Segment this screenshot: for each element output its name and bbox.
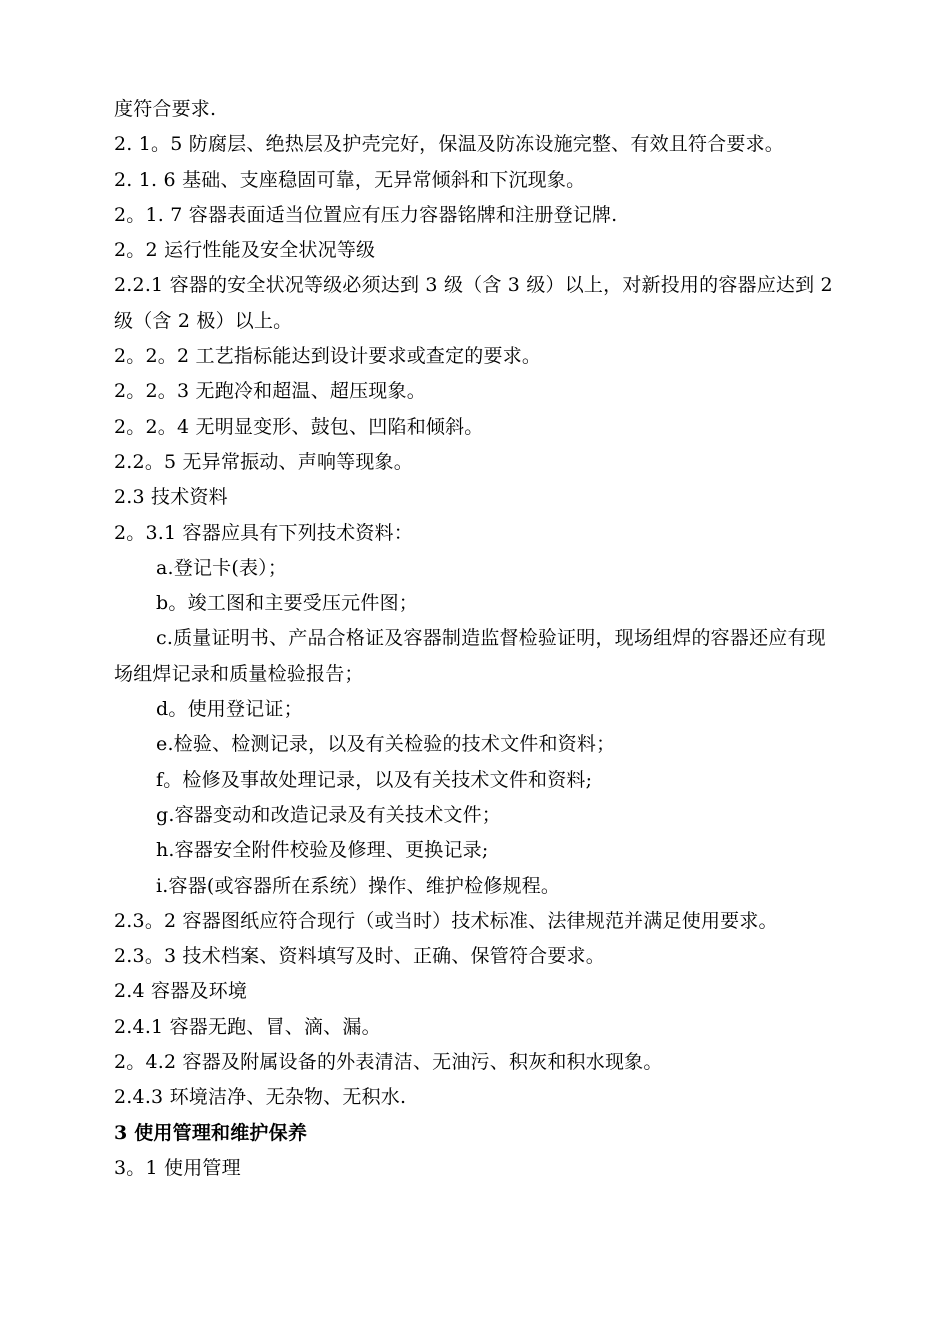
paragraph-2-4-1: 2.4.1 容器无跑、冒、滴、漏。 [114, 1015, 381, 1038]
paragraph-2-1-6: 2. 1. 6 基础、支座稳固可靠，无异常倾斜和下沉现象。 [114, 168, 586, 191]
paragraph-2-3-3: 2.3。3 技术档案、资料填写及时、正确、保管符合要求。 [114, 945, 605, 968]
list-item-a: a.登记卡(表）； [156, 556, 288, 579]
document-body [114, 92, 840, 1186]
paragraph-2-2-3: 2。2。3 无跑冷和超温、超压现象。 [114, 380, 426, 403]
list-item-h: h.容器安全附件校验及修理、更换记录; [156, 839, 489, 862]
chapter-heading-3: 3 使用管理和维护保养 [114, 1121, 308, 1144]
section-heading-2-3: 2.3 技术资料 [114, 486, 228, 509]
paragraph-2-2-1: 2.2.1 容器的安全状况等级必须达到 3 级（含 3 级）以上，对新投用的容器应达到 2 级（含 2 极）以上。 [114, 274, 833, 332]
list-item-c [114, 621, 840, 692]
paragraph-2-3-2: 2.3。2 容器图纸应符合现行（或当时）技术标准、法律规范并满足使用要求。 [114, 909, 778, 932]
paragraph-line: 度符合要求. [114, 98, 217, 120]
paragraph-2-2-2: 2。2。2 工艺指标能达到设计要求或查定的要求。 [114, 345, 542, 368]
list-item-f: f。检修及事故处理记录，以及有关技术文件和资料; [156, 768, 593, 791]
paragraph-2-4-2: 2。4.2 容器及附属设备的外表清洁、无油污、积灰和积水现象。 [114, 1051, 663, 1074]
section-heading-2-4: 2.4 容器及环境 [114, 980, 248, 1003]
paragraph-2-2-5: 2.2。5 无异常振动、声响等现象。 [114, 450, 413, 473]
list-item-i: i.容器(或容器所在系统）操作、维护检修规程。 [156, 874, 561, 897]
paragraph-2-4-3: 2.4.3 环境洁净、无杂物、无积水. [114, 1086, 407, 1109]
section-heading-2-2: 2。2 运行性能及安全状况等级 [114, 239, 376, 262]
paragraph-2-1-5: 2. 1。5 防腐层、绝热层及护壳完好，保温及防冻设施完整、有效且符合要求。 [114, 133, 784, 156]
list-item-c-text: c.质量证明书、产品合格证及容器制造监督检验证明，现场组焊的容器还应有现场组焊记录和质量检验报告； [114, 627, 826, 685]
paragraph-2-3-1: 2。3.1 容器应具有下列技术资料： [114, 521, 413, 544]
list-item-g: g.容器变动和改造记录及有关技术文件； [156, 803, 502, 826]
list-item-d: d。使用登记证； [156, 698, 303, 721]
list-item-b: b。竣工图和主要受压元件图； [156, 592, 418, 615]
paragraph-2-1-7: 2。1. 7 容器表面适当位置应有压力容器铭牌和注册登记牌. [114, 203, 618, 226]
list-item-e: e.检验、检测记录，以及有关检验的技术文件和资料； [156, 733, 616, 756]
paragraph-2-2-4: 2。2。4 无明显变形、鼓包、凹陷和倾斜。 [114, 415, 484, 438]
section-heading-3-1: 3。1 使用管理 [114, 1156, 241, 1179]
